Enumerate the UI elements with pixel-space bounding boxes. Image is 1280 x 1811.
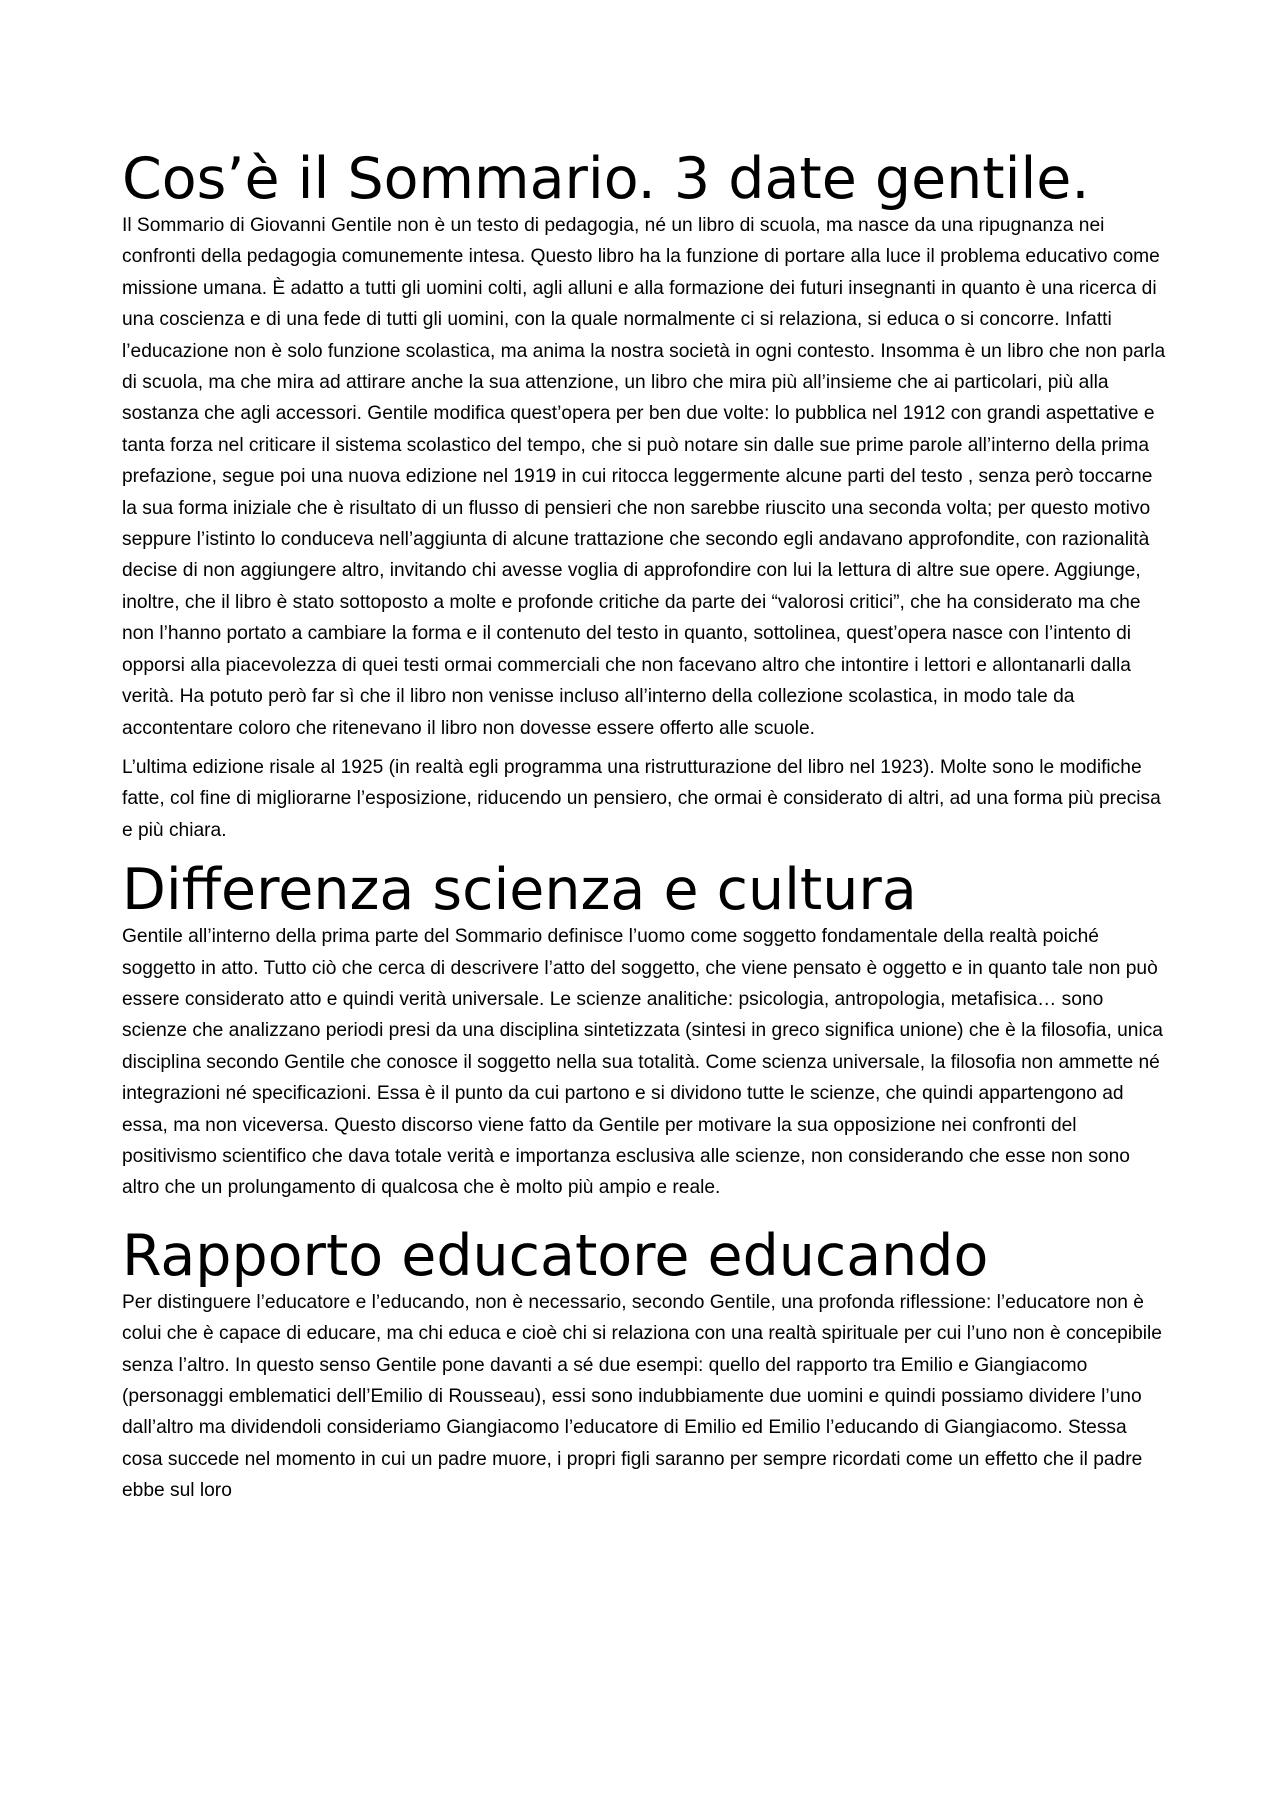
section-title-scienza-cultura: Differenza scienza e cultura (122, 857, 917, 924)
body-paragraph: Gentile all’interno della prima parte del Sommario definisce l’uomo come soggetto fondamentale della realtà poiché soggetto in atto. Tutto ciò che cerca di descrivere l’atto del soggetto, che viene pensato è oggetto e in quanto tale non può essere considerato atto e quindi verità universale. Le scienze analitiche: psicologia, antropologia, metafisica… sono scienze che analizzano periodi presi da una disciplina sintetizzata (sintesi in greco significa unione) che è la filosofia, unica disciplina secondo Gentile che conosce il soggetto nella sua totalità. Come scienza universale, la filosofia non ammette né integrazioni né specificazioni. Essa è il punto da cui partono e si dividono tutte le scienze, che quindi appartengono ad essa, ma non viceversa. Questo discorso viene fatto da Gentile per motivare la sua opposizione nei confronti del positivismo scientifico che dava totale verità e importanza esclusiva alle scienze, non considerando che esse non sono altro che un prolungamento di qualcosa che è molto più ampio e reale. (122, 926, 1163, 1199)
body-paragraph: Il Sommario di Giovanni Gentile non è un testo di pedagogia, né un libro di scuola, ma nasce da una ripugnanza nei confronti della pedagogia comunemente intesa. Questo libro ha la funzione di portare alla luce il problema educativo come missione umana. È adatto a tutti gli uomini colti, agli alluni e alla formazione dei futuri insegnanti in quanto è una ricerca di una coscienza e di una fede di tutti gli uomini, con la quale normalmente ci si relaziona, si educa o si concorre. Infatti l’educazione non è solo funzione scolastica, ma anima la nostra società in ogni contesto. Insomma è un libro che non parla di scuola, ma che mira ad attirare anche la sua attenzione, un libro che mira più all’insieme che ai particolari, più alla sostanza che agli accessori. Gentile modifica quest’opera per ben due volte: lo pubblica nel 1912 con grandi aspettative e tanta forza nel criticare il sistema scolastico del tempo, che si può notare sin dalle sue prime parole all’interno della prima prefazione, segue poi una nuova edizione nel 1919 in cui ritocca leggermente alcune parti del testo , senza però toccarne la sua forma iniziale che è risultato di un flusso di pensieri che non sarebbe riuscito una seconda volta; per questo motivo seppure l’istinto lo conduceva nell’aggiunta di alcune trattazione che secondo egli andavano approfondite, con razionalità decise di non aggiungere altro, invitando chi avesse voglia di approfondire con lui la lettura di altre sue opere. Aggiunge, inoltre, che il libro è stato sottoposto a molte e profonde critiche da parte dei “valorosi critici”, che ha considerato ma che non l’hanno portato a cambiare la forma e il contenuto del testo in quanto, sottolinea, quest’opera nasce con l’intento di opporsi alla piacevolezza di quei testi ormai commerciali che non facevano altro che intontire i lettori e allontanarli dalla verità. Ha potuto però far sì che il libro non venisse incluso all’interno della collezione scolastica, in modo tale da accontentare coloro che ritenevano il libro non dovesse essere offerto alle scuole. (122, 215, 1166, 739)
body-paragraph: Per distinguere l’educatore e l’educando, non è necessario, secondo Gentile, una profonda riflessione: l’educatore non è colui che è capace di educare, ma chi educa e cioè chi si relaziona con una realtà spirituale per cui l’uno non è concepibile senza l’altro. In questo senso Gentile pone davanti a sé due esempi: quello del rapporto tra Emilio e Giangiacomo (personaggi emblematici dell’Emilio di Rousseau), essi sono indubbiamente due uomini e quindi possiamo dividere l’uno dall’altro ma dividendoli consideriamo Giangiacomo l’educatore di Emilio ed Emilio l’educando di Giangiacomo. Stessa cosa succede nel momento in cui un padre muore, i propri figli saranno per sempre ricordati come un effetto che il padre ebbe sul loro (122, 1291, 1162, 1502)
document-page (122, 145, 1167, 1507)
section-title-educatore-educando: Rapporto educatore educando (122, 1222, 989, 1289)
section-title-sommario: Cos’è il Sommario. 3 date gentile. (122, 146, 1090, 212)
body-paragraph: L’ultima edizione risale al 1925 (in realtà egli programma una ristrutturazione del libro nel 1923). Molte sono le modifiche fatte, col fine di migliorarne l’esposizione, riducendo un pensiero, che ormai è considerato di altri, ad una forma più precisa e più chiara. (122, 756, 1161, 841)
